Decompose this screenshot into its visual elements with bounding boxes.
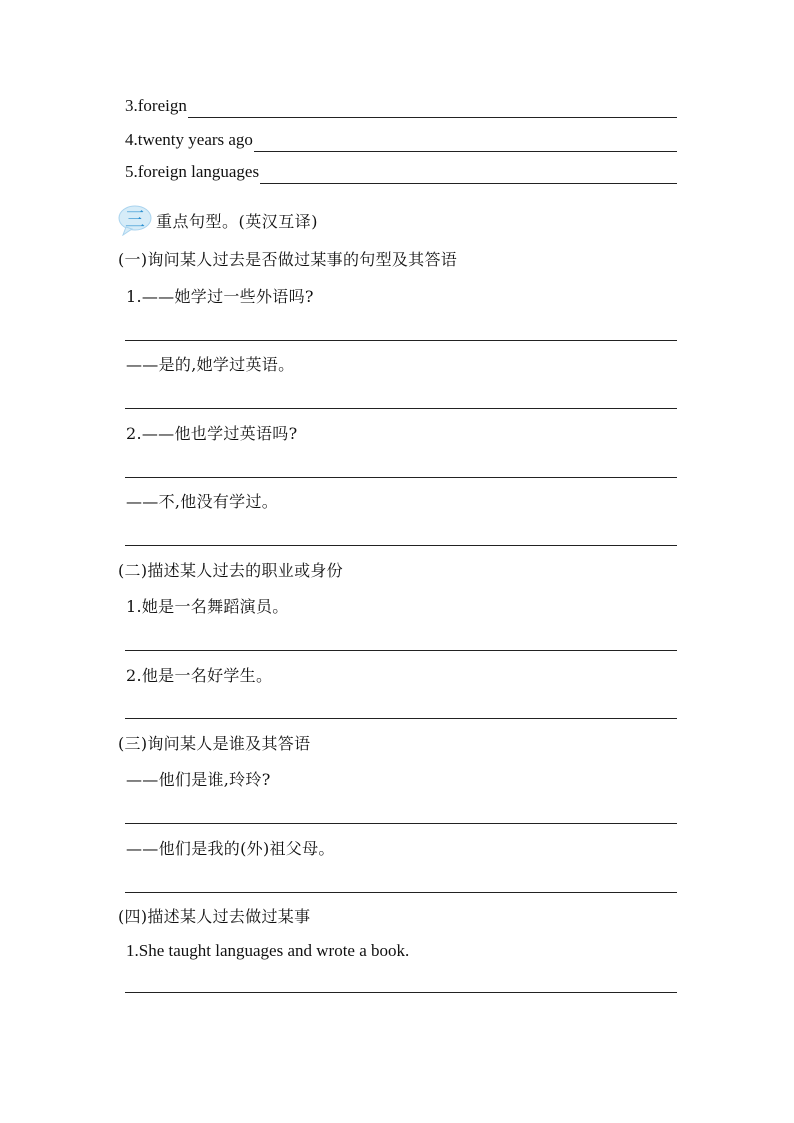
group-1-question-2: 2.——他也学过英语吗? <box>126 424 298 443</box>
group-2-heading: (二)描述某人过去的职业或身份 <box>118 561 343 580</box>
vocab-answer-line-5[interactable] <box>260 182 677 184</box>
group-2-item-2: 2.他是一名好学生。 <box>126 666 273 685</box>
group-3-question: ——他们是谁,玲玲? <box>126 770 271 789</box>
group-1-answer-1: ——是的,她学过英语。 <box>126 355 295 374</box>
section-heading <box>118 200 318 240</box>
section-title: 重点句型。(英汉互译) <box>156 211 318 231</box>
answer-line[interactable] <box>125 718 677 719</box>
group-4-item-1: 1.She taught languages and wrote a book. <box>126 941 410 960</box>
vocab-row-4 <box>125 128 677 152</box>
vocab-label-4: 4.twenty years ago <box>125 130 253 149</box>
group-1-question-1: 1.——她学过一些外语吗? <box>126 287 314 306</box>
group-2-item-1: 1.她是一名舞蹈演员。 <box>126 597 289 616</box>
answer-line[interactable] <box>125 992 677 993</box>
vocab-label-5: 5.foreign languages <box>125 162 260 181</box>
answer-line[interactable] <box>125 408 677 409</box>
answer-line[interactable] <box>125 823 677 824</box>
section-number: 三 <box>125 207 145 231</box>
answer-line[interactable] <box>125 545 677 546</box>
vocab-answer-line-3[interactable] <box>188 116 677 118</box>
vocab-label-3: 3.foreign <box>125 96 187 115</box>
group-3-answer: ——他们是我的(外)祖父母。 <box>126 839 335 858</box>
section-number-badge <box>118 204 152 236</box>
group-1-heading: (一)询问某人过去是否做过某事的句型及其答语 <box>118 250 458 269</box>
answer-line[interactable] <box>125 650 677 651</box>
answer-line[interactable] <box>125 892 677 893</box>
group-4-heading: (四)描述某人过去做过某事 <box>118 907 311 926</box>
answer-line[interactable] <box>125 340 677 341</box>
group-1-answer-2: ——不,他没有学过。 <box>126 492 279 511</box>
group-3-heading: (三)询问某人是谁及其答语 <box>118 734 311 753</box>
vocab-answer-line-4[interactable] <box>254 150 677 152</box>
answer-line[interactable] <box>125 477 677 478</box>
vocab-row-3 <box>125 94 677 118</box>
vocab-row-5 <box>125 160 677 184</box>
